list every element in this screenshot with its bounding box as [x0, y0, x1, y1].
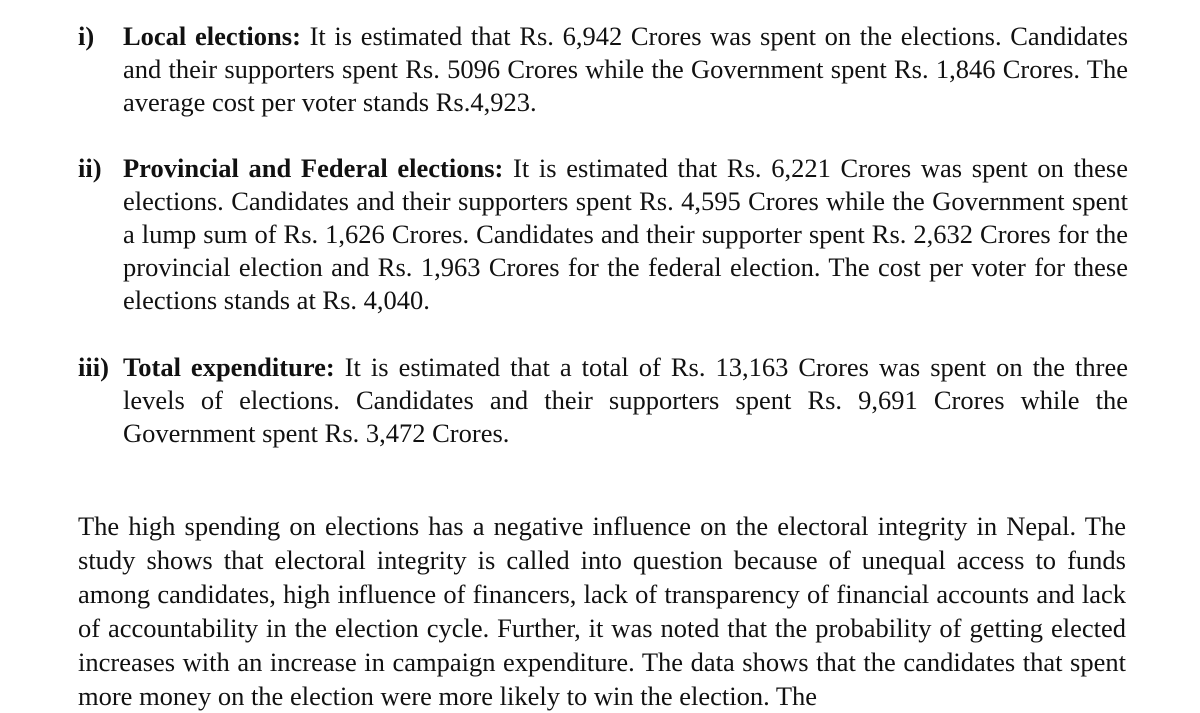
list-item-body [123, 20, 1128, 119]
list-marker: ii) [78, 153, 102, 183]
list-item-text: It is estimated that Rs. 6,942 Crores was spent on the elections. Candidates and their supporters spent Rs. 5096 Crores while the Government spent Rs. 1,846 Crores. The average cost per voter stands Rs.4,923. [123, 21, 1129, 117]
list-item-heading: Provincial and Federal elections: [123, 153, 504, 183]
list-item-body [123, 351, 1128, 450]
list-item-total-expenditure [78, 351, 1128, 450]
list-item-provincial-federal-elections [78, 152, 1128, 317]
list-item-body [123, 152, 1128, 317]
list-marker: iii) [78, 352, 109, 382]
list-item-heading: Total expenditure: [123, 352, 335, 382]
list-item-text: It is estimated that a total of Rs. 13,163 Crores was spent on the three levels of elections. Candidates and their supporters spent Rs. 9,691 Crores while the Government spent Rs. 3,472 Crores. [123, 352, 1128, 448]
body-paragraph: The high spending on elections has a negative influence on the electoral integrity in Nepal. The study shows that electoral integrity is called into question because of unequal access to funds among candidates, high influence of financers, lack of transparency of financial accounts and lack of accountability in the election cycle. Further, it was noted that the probability of getting elected increases with an increase in campaign expenditure. The data shows that the candidates that spent more money on the election were more likely to win the election. The [78, 510, 1126, 711]
list-marker: i) [78, 21, 95, 51]
list-item-local-elections [78, 20, 1128, 119]
list-item-heading: Local elections: [123, 21, 301, 51]
list-item-text: It is estimated that Rs. 6,221 Crores was spent on these elections. Candidates and their supporters spent Rs. 4,595 Crores while the Government spent a lump sum of Rs. 1,626 Crores. Candidates and their supporter spent Rs. 2,632 Crores for the provincial election and Rs. 1,963 Crores for the federal election. The cost per voter for these elections stands at Rs. 4,040. [123, 153, 1128, 315]
